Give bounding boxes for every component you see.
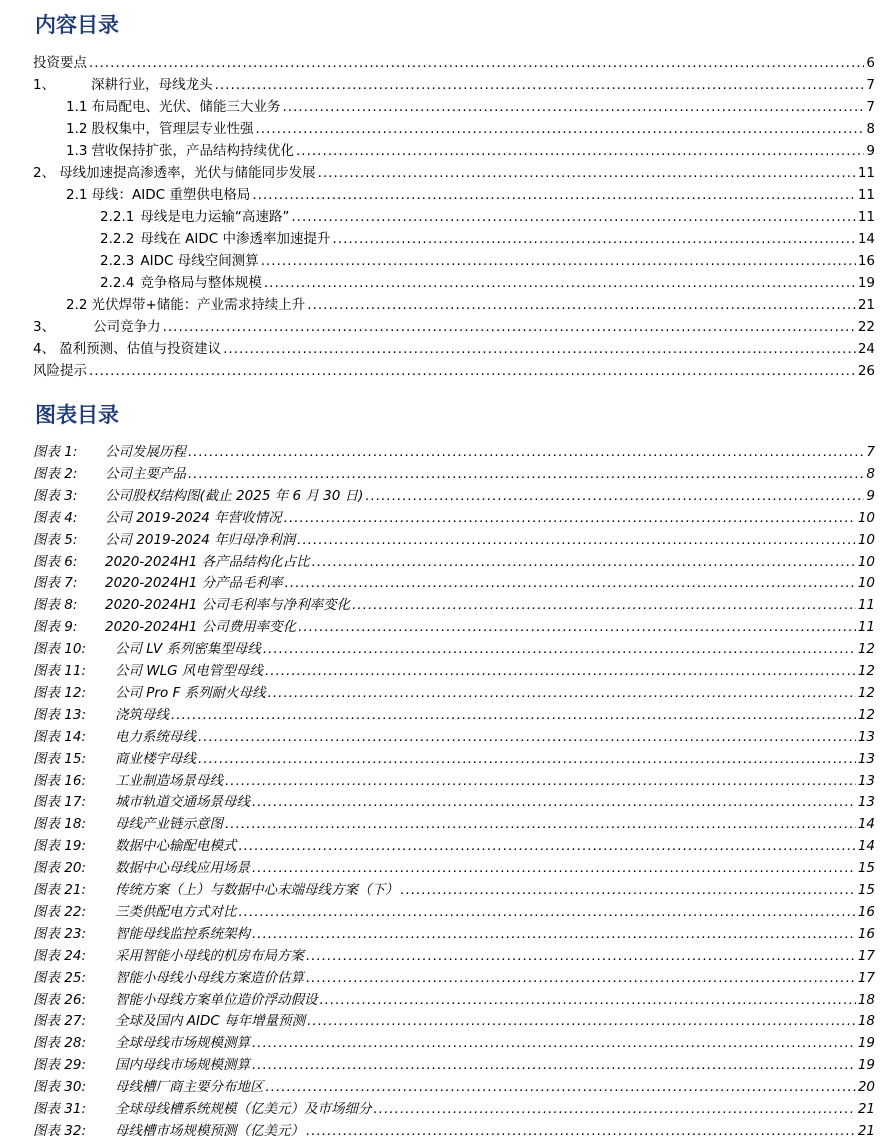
figure-entry-text: 公司股权结构图(截止 2025 年 6 月 30 日): [105, 487, 364, 504]
figure-entry-label: 图表 3:: [33, 487, 78, 504]
toc-entry-page: 19: [857, 275, 875, 291]
figure-entry-text: 数据中心母线应用场景: [115, 860, 250, 877]
toc-entry-number: 1、: [33, 77, 56, 93]
toc-entry-number: 2.2.3: [100, 253, 135, 269]
figure-entry[interactable]: [33, 946, 875, 966]
leader-dots: [282, 97, 864, 117]
leader-dots: [352, 595, 856, 615]
leader-dots: [268, 683, 856, 703]
toc-entry-page: 16: [857, 253, 875, 269]
toc-entry-text: 光伏焊带+储能：产业需求持续上升: [91, 297, 306, 313]
figure-entry-page: 12: [857, 641, 875, 658]
toc-entry-number: 4、: [33, 341, 56, 357]
figure-entry-label: 图表 4:: [33, 509, 78, 526]
figure-entry-text: 电力系统母线: [115, 728, 196, 745]
figure-entry-label: 图表 9:: [33, 619, 78, 636]
figure-entry-page: 21: [857, 1122, 875, 1139]
figure-entry[interactable]: [33, 486, 875, 506]
leader-dots: [252, 185, 855, 205]
figure-entry-page: 9: [866, 487, 875, 504]
toc-entry-text: 布局配电、光伏、储能三大业务: [91, 99, 281, 115]
leader-dots: [239, 836, 856, 856]
figure-entry[interactable]: [33, 771, 875, 791]
figure-entry[interactable]: [33, 858, 875, 878]
toc-entry-text: 母线在 AIDC 中渗透率加速提升: [140, 231, 331, 247]
toc-entry-page: 21: [857, 297, 875, 313]
figure-entry-text: 公司发展历程: [105, 444, 186, 460]
toc-entry[interactable]: [33, 163, 875, 183]
leader-dots: [365, 486, 864, 506]
figure-entry-page: 13: [857, 750, 875, 767]
figure-entry[interactable]: [33, 1011, 875, 1031]
toc-entry-text: 竞争格局与整体规模: [140, 275, 262, 291]
toc-entry[interactable]: [33, 361, 875, 381]
leader-dots: [296, 141, 864, 161]
figure-entry-page: 21: [857, 1101, 875, 1117]
figure-entry[interactable]: [33, 442, 875, 462]
toc-entry-number: 2.2.4: [100, 275, 135, 291]
leader-dots: [284, 508, 856, 528]
toc-entry[interactable]: [33, 229, 875, 249]
leader-dots: [255, 119, 864, 139]
figure-entry[interactable]: [33, 727, 875, 747]
figure-entry-page: 14: [857, 838, 875, 855]
toc-entry-text: AIDC 母线空间测算: [140, 253, 259, 269]
figure-entry-text: 母线槽市场规模预测（亿美元）: [115, 1122, 304, 1139]
figure-entry-page: 10: [857, 575, 875, 592]
figure-entry-text: 浇筑母线: [115, 706, 169, 723]
figure-entry[interactable]: [33, 880, 875, 900]
figure-entry[interactable]: [33, 924, 875, 944]
figure-entry-label: 图表 10:: [33, 641, 87, 658]
figure-entry-page: 18: [857, 1013, 875, 1030]
leader-dots: [320, 990, 856, 1010]
figure-entry-page: 7: [866, 444, 875, 460]
figure-entry[interactable]: [33, 639, 875, 659]
figure-entry-page: 11: [857, 619, 875, 636]
figure-entry-label: 图表 32:: [33, 1122, 87, 1139]
figure-entry[interactable]: [33, 595, 875, 615]
leader-dots: [263, 639, 856, 659]
leader-dots: [265, 661, 856, 681]
figure-entry-text: 公司 WLG 风电管型母线: [115, 663, 263, 679]
figure-entry-text: 智能小母线方案单位造价浮动假设: [115, 991, 318, 1008]
figure-entry[interactable]: [33, 792, 875, 812]
figure-entry-text: 母线产业链示意图: [115, 816, 223, 833]
toc-entry-text: 盈利预测、估值与投资建议: [59, 341, 222, 357]
leader-dots: [261, 251, 856, 271]
figure-entry-page: 10: [857, 531, 875, 548]
figure-entry-text: 2020-2024H1 各产品结构化占比: [105, 553, 310, 570]
leader-dots: [225, 814, 856, 834]
toc-entry[interactable]: [33, 141, 875, 161]
figure-entry-label: 图表 29:: [33, 1057, 87, 1074]
toc-entry-number: 2.2.1: [100, 209, 135, 225]
toc-entry[interactable]: [33, 339, 875, 359]
toc-entry-text: 母线是电力运输“高速路”: [140, 209, 290, 225]
toc-entry-number: 2、: [33, 165, 56, 181]
figure-entry-label: 图表 14:: [33, 728, 87, 745]
toc-entry-number: 2.2: [66, 297, 88, 313]
figure-entry-text: 智能小母线小母线方案造价估算: [115, 969, 304, 986]
leader-dots: [215, 75, 865, 95]
toc-entry[interactable]: [33, 97, 875, 117]
leader-dots: [239, 902, 856, 922]
figure-entry-label: 图表 25:: [33, 969, 87, 986]
leader-dots: [198, 727, 856, 747]
figure-entry-text: 公司 Pro F 系列耐火母线: [115, 684, 266, 701]
figure-entry[interactable]: [33, 552, 875, 572]
figure-entry[interactable]: [33, 683, 875, 703]
toc-entry-page: 7: [866, 99, 875, 115]
leader-dots: [264, 273, 856, 293]
figure-entry-label: 图表 24:: [33, 947, 87, 964]
toc-entry-number: 1.3: [66, 143, 88, 159]
figure-list-title: 图表目录: [35, 403, 119, 427]
figure-entry-page: 19: [857, 1057, 875, 1074]
toc-title: 内容目录: [35, 13, 119, 37]
figure-entry-text: 2020-2024H1 分产品毛利率: [105, 575, 283, 592]
toc-entry-number: 1.2: [66, 121, 88, 137]
leader-dots: [188, 442, 864, 462]
leader-dots: [312, 552, 856, 572]
figure-entry-label: 图表 22:: [33, 903, 87, 920]
toc-entry-text: 投资要点: [33, 55, 87, 71]
figure-entry-label: 图表 26:: [33, 991, 87, 1008]
figure-entry-label: 图表 21:: [33, 882, 87, 898]
figure-entry-text: 公司主要产品: [105, 465, 186, 482]
leader-dots: [225, 771, 856, 791]
figure-entry[interactable]: [33, 617, 875, 637]
figure-entry-page: 17: [857, 969, 875, 986]
figure-entry-text: 工业制造场景母线: [115, 772, 223, 789]
figure-entry-page: 13: [857, 794, 875, 811]
figure-entry[interactable]: [33, 705, 875, 725]
leader-dots: [297, 530, 856, 550]
figure-entry-text: 母线槽厂商主要分布地区: [115, 1079, 264, 1096]
leader-dots: [306, 1121, 856, 1141]
toc-entry-page: 22: [857, 319, 875, 335]
leader-dots: [188, 464, 864, 484]
figure-entry-text: 2020-2024H1 公司毛利率与净利率变化: [105, 597, 351, 614]
figure-entry-page: 12: [857, 706, 875, 723]
figure-entry-page: 17: [857, 947, 875, 964]
figure-entry-label: 图表 31:: [33, 1101, 87, 1117]
leader-dots: [252, 924, 856, 944]
figure-entry[interactable]: [33, 530, 875, 550]
figure-entry[interactable]: [33, 573, 875, 593]
figure-entry-label: 图表 12:: [33, 684, 87, 701]
toc-entry-page: 14: [857, 231, 875, 247]
leader-dots: [198, 749, 856, 769]
figure-entry-page: 12: [857, 684, 875, 701]
figure-entry-text: 2020-2024H1 公司费用率变化: [105, 619, 297, 636]
toc-entry-text: 公司竞争力: [93, 319, 161, 335]
figure-entry-label: 图表 5:: [33, 531, 78, 548]
figure-entry-page: 18: [857, 991, 875, 1008]
figure-entry-page: 16: [857, 903, 875, 920]
figure-entry-page: 12: [857, 663, 875, 679]
figure-entry-label: 图表 30:: [33, 1079, 87, 1096]
figure-entry-text: 三类供配电方式对比: [115, 903, 237, 920]
figure-entry-text: 数据中心输配电模式: [115, 838, 237, 855]
leader-dots: [266, 1077, 856, 1097]
figure-entry-page: 10: [857, 553, 875, 570]
figure-entry-text: 公司 2019-2024 年营收情况: [105, 509, 282, 526]
toc-entry-number: 3、: [33, 319, 56, 335]
figure-entry-page: 15: [857, 882, 875, 898]
figure-entry[interactable]: [33, 661, 875, 681]
toc-entry-text: 营收保持扩张，产品结构持续优化: [91, 143, 294, 159]
toc-entry-page: 8: [866, 121, 875, 137]
leader-dots: [163, 317, 856, 337]
figure-entry-page: 13: [857, 728, 875, 745]
figure-entry[interactable]: [33, 968, 875, 988]
toc-entry[interactable]: [33, 53, 875, 73]
toc-entry-page: 11: [857, 209, 875, 225]
leader-dots: [252, 1055, 856, 1075]
leader-dots: [307, 295, 856, 315]
figure-entry-page: 16: [857, 925, 875, 942]
toc-entry-number: 1.1: [66, 99, 88, 115]
leader-dots: [307, 1011, 856, 1031]
leader-dots: [252, 858, 856, 878]
figure-entry-page: 19: [857, 1035, 875, 1052]
figure-entry[interactable]: [33, 1077, 875, 1097]
leader-dots: [306, 946, 856, 966]
toc-entry-page: 7: [866, 77, 875, 93]
figure-entry-page: 13: [857, 772, 875, 789]
figure-entry[interactable]: [33, 1055, 875, 1075]
figure-entry-label: 图表 16:: [33, 772, 87, 789]
figure-entry-page: 20: [857, 1079, 875, 1096]
figure-entry[interactable]: [33, 508, 875, 528]
figure-entry-label: 图表 17:: [33, 794, 87, 811]
toc-entry[interactable]: [33, 317, 875, 337]
figure-entry-page: 14: [857, 816, 875, 833]
leader-dots: [223, 339, 856, 359]
toc-entry-number: 2.1: [66, 187, 88, 203]
toc-entry-page: 11: [857, 187, 875, 203]
figure-entry-label: 图表 19:: [33, 838, 87, 855]
leader-dots: [252, 1033, 856, 1053]
leader-dots: [89, 361, 856, 381]
figure-entry-text: 传统方案（上）与数据中心末端母线方案（下）: [115, 882, 399, 898]
figure-entry-text: 城市轨道交通场景母线: [115, 794, 250, 811]
figure-entry-text: 公司 2019-2024 年归母净利润: [105, 531, 296, 548]
toc-entry-text: 母线：AIDC 重塑供电格局: [91, 187, 251, 203]
leader-dots: [306, 968, 856, 988]
toc-entry-text: 母线加速提高渗透率，光伏与储能同步发展: [59, 165, 316, 181]
figure-entry-page: 11: [857, 597, 875, 614]
figure-entry-label: 图表 2:: [33, 465, 78, 482]
toc-entry[interactable]: [33, 75, 875, 95]
figure-entry-label: 图表 6:: [33, 553, 78, 570]
leader-dots: [171, 705, 856, 725]
toc-entry-page: 6: [866, 55, 875, 71]
leader-dots: [298, 617, 856, 637]
toc-entry-text: 风险提示: [33, 363, 87, 379]
toc-entry-number: 2.2.2: [100, 231, 135, 247]
figure-entry-page: 15: [857, 860, 875, 877]
figure-entry-label: 图表 11:: [33, 663, 87, 679]
figure-entry-label: 图表 27:: [33, 1013, 87, 1030]
toc-entry-page: 26: [857, 363, 875, 379]
figure-entry-label: 图表 13:: [33, 706, 87, 723]
toc-entry[interactable]: [33, 185, 875, 205]
figure-entry-label: 图表 15:: [33, 750, 87, 767]
figure-entry[interactable]: [33, 464, 875, 484]
figure-entry-text: 采用智能小母线的机房布局方案: [115, 947, 304, 964]
toc-entry-page: 9: [866, 143, 875, 159]
toc-entry[interactable]: [33, 207, 875, 227]
figure-entry-page: 8: [866, 465, 875, 482]
toc-entry[interactable]: [33, 119, 875, 139]
toc-entry-text: 深耕行业，母线龙头: [91, 77, 213, 93]
figure-entry-label: 图表 8:: [33, 597, 78, 614]
leader-dots: [318, 163, 856, 183]
figure-entry-text: 全球母线市场规模测算: [115, 1035, 250, 1052]
figure-entry-label: 图表 1:: [33, 444, 78, 460]
leader-dots: [332, 229, 855, 249]
figure-entry-text: 公司 LV 系列密集型母线: [115, 641, 261, 658]
figure-entry-label: 图表 23:: [33, 925, 87, 942]
toc-entry-text: 股权集中，管理层专业性强: [91, 121, 254, 137]
figure-entry[interactable]: [33, 1099, 875, 1119]
toc-entry[interactable]: [33, 251, 875, 271]
leader-dots: [252, 792, 856, 812]
figure-entry-text: 智能母线监控系统架构: [115, 925, 250, 942]
figure-entry-text: 全球母线槽系统规模（亿美元）及市场细分: [115, 1101, 372, 1117]
figure-entry[interactable]: [33, 836, 875, 856]
figure-entry-label: 图表 20:: [33, 860, 87, 877]
figure-entry[interactable]: [33, 1033, 875, 1053]
figure-entry-page: 10: [857, 509, 875, 526]
leader-dots: [291, 207, 855, 227]
figure-entry[interactable]: [33, 902, 875, 922]
leader-dots: [89, 53, 864, 73]
toc-entry[interactable]: [33, 295, 875, 315]
figure-entry-text: 全球及国内 AIDC 每年增量预测: [115, 1013, 306, 1030]
toc-entry[interactable]: [33, 273, 875, 293]
figure-entry[interactable]: [33, 814, 875, 834]
figure-entry-text: 商业楼宇母线: [115, 750, 196, 767]
figure-entry[interactable]: [33, 1121, 875, 1141]
leader-dots: [285, 573, 856, 593]
leader-dots: [374, 1099, 856, 1119]
toc-entry-page: 24: [857, 341, 875, 357]
figure-entry-text: 国内母线市场规模测算: [115, 1057, 250, 1074]
figure-entry-label: 图表 7:: [33, 575, 78, 592]
figure-entry[interactable]: [33, 990, 875, 1010]
figure-entry-label: 图表 18:: [33, 816, 87, 833]
figure-entry-label: 图表 28:: [33, 1035, 87, 1052]
leader-dots: [401, 880, 856, 900]
toc-entry-page: 11: [857, 165, 875, 181]
figure-entry[interactable]: [33, 749, 875, 769]
